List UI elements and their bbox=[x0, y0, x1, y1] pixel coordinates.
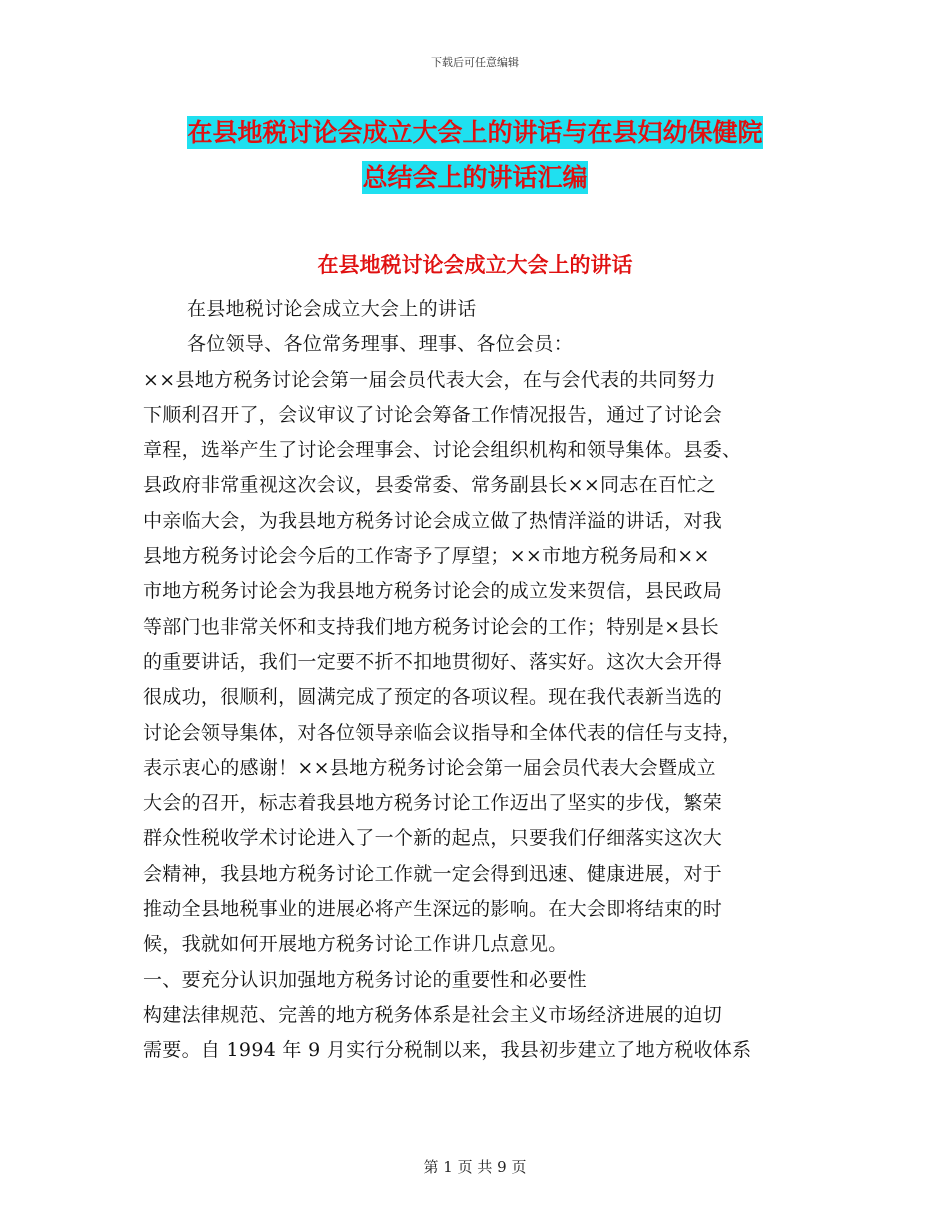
body-line: 下顺利召开了，会议审议了讨论会筹备工作情况报告，通过了讨论会 bbox=[143, 403, 723, 426]
title-line-2-text: 总结会上的讲话汇编 bbox=[362, 163, 588, 192]
body-line: ××县地方税务讨论会第一届会员代表大会，在与会代表的共同努力 bbox=[143, 368, 716, 391]
section-title: 在县地税讨论会成立大会上的讲话 bbox=[317, 253, 633, 277]
body-line: 表示衷心的感谢！××县地方税务讨论会第一届会员代表大会暨成立 bbox=[143, 756, 716, 779]
body-line: 推动全县地税事业的进展必将产生深远的影响。在大会即将结束的时 bbox=[143, 898, 723, 921]
body-text bbox=[143, 292, 803, 1069]
body-line: 县政府非常重视这次会议，县委常委、常务副县长××同志在百忙之 bbox=[143, 474, 716, 497]
body-line: 在县地税讨论会成立大会上的讲话 bbox=[187, 298, 477, 320]
body-line: 候，我就如何开展地方税务讨论工作讲几点意见。 bbox=[143, 933, 568, 956]
body-line: 讨论会领导集体，对各位领导亲临会议指导和全体代表的信任与支持， bbox=[143, 721, 742, 744]
body-line: 等部门也非常关怀和支持我们地方税务讨论会的工作；特别是×县长 bbox=[143, 615, 719, 638]
header-note: 下载后可任意编辑 bbox=[431, 56, 519, 69]
body-line: 一、要充分认识加强地方税务讨论的重要性和必要性 bbox=[143, 968, 587, 991]
body-line: 县地方税务讨论会今后的工作寄予了厚望；××市地方税务局和×× bbox=[143, 545, 710, 568]
body-line: 的重要讲话，我们一定要不折不扣地贯彻好、落实好。这次大会开得 bbox=[143, 650, 723, 673]
body-line: 大会的召开，标志着我县地方税务讨论工作迈出了坚实的步伐，繁荣 bbox=[143, 792, 723, 815]
body-line: 会精神，我县地方税务讨论工作就一定会得到迅速、健康进展，对于 bbox=[143, 862, 723, 885]
body-line: 群众性税收学术讨论进入了一个新的起点，只要我们仔细落实这次大 bbox=[143, 827, 723, 850]
document-title-line-2 bbox=[0, 158, 950, 194]
body-line: 构建法律规范、完善的地方税务体系是社会主义市场经济进展的迫切 bbox=[143, 1003, 723, 1026]
title-line-1-text: 在县地税讨论会成立大会上的讲话与在县妇幼保健院 bbox=[187, 118, 763, 147]
body-line: 很成功，很顺利，圆满完成了预定的各项议程。现在我代表新当选的 bbox=[143, 686, 723, 709]
body-line: 章程，选举产生了讨论会理事会、讨论会组织机构和领导集体。县委、 bbox=[143, 439, 742, 462]
page-footer: 第 1 页 共 9 页 bbox=[423, 1158, 527, 1176]
document-title-line-1 bbox=[0, 113, 950, 149]
body-line: 需要。自 1994 年 9 月实行分税制以来，我县初步建立了地方税收体系 bbox=[143, 1039, 752, 1062]
body-line: 中亲临大会，为我县地方税务讨论会成立做了热情洋溢的讲话，对我 bbox=[143, 509, 723, 532]
body-line: 市地方税务讨论会为我县地方税务讨论会的成立发来贺信，县民政局 bbox=[143, 580, 723, 603]
body-line: 各位领导、各位常务理事、理事、各位会员： bbox=[187, 333, 574, 356]
